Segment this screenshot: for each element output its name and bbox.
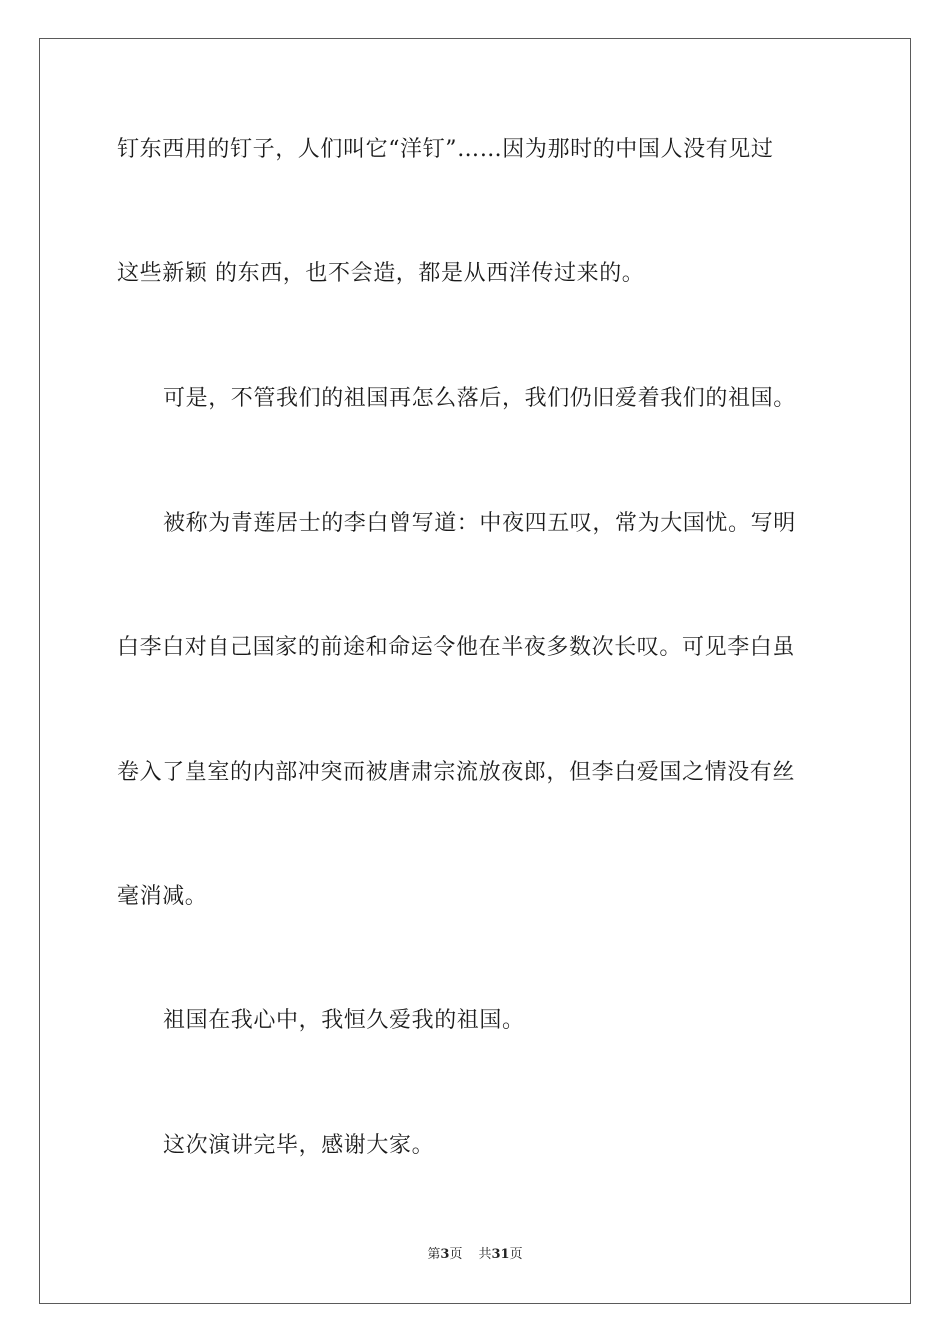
- page-footer: [0, 1246, 950, 1264]
- paragraph-3-line-1: 被称为青莲居士的李白曾写道：中夜四五叹，常为大国忧。写明: [163, 511, 796, 536]
- paragraph-3-line-2: 白李白对自己国家的前途和命运令他在半夜多数次长叹。可见李白虽: [117, 635, 796, 660]
- paragraph-5-line-1: 这次演讲完毕，感谢大家。: [163, 1133, 435, 1158]
- page-prefix: 第: [427, 1247, 441, 1262]
- paragraph-3-line-3: 卷入了皇室的内部冲突而被唐肃宗流放夜郎，但李白爱国之情没有丝: [117, 760, 796, 785]
- text-line-2: 这些新颖 的东西，也不会造，都是从西洋传过来的。: [117, 261, 645, 286]
- page-border: [39, 38, 911, 1304]
- total-pages: 31: [491, 1247, 510, 1262]
- paragraph-4-line-1: 祖国在我心中，我恒久爱我的祖国。: [163, 1008, 525, 1033]
- total-suffix: 页: [509, 1247, 523, 1262]
- paragraph-2-line-1: 可是，不管我们的祖国再怎么落后，我们仍旧爱着我们的祖国。: [163, 386, 796, 411]
- text-line-1: 钉东西用的钉子，人们叫它“洋钉”……因为那时的中国人没有见过: [117, 137, 774, 162]
- total-prefix: 共: [478, 1247, 492, 1262]
- page-suffix: 页: [449, 1247, 463, 1262]
- paragraph-3-line-4: 毫消减。: [117, 884, 208, 909]
- page-number: 3: [440, 1247, 450, 1262]
